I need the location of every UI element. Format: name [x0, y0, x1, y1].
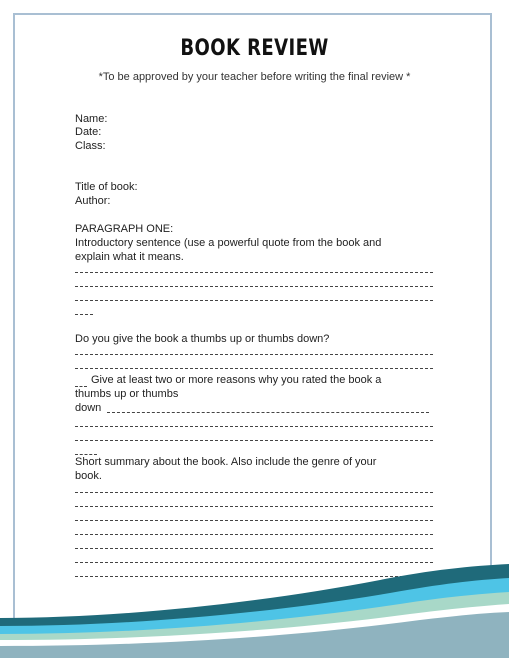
- book-title-label: Title of book:: [75, 181, 138, 193]
- answer-line: [75, 386, 87, 387]
- answer-line: [75, 286, 433, 287]
- answer-line: [75, 520, 433, 521]
- thumbs-question: Do you give the book a thumbs up or thumbs down?: [75, 333, 330, 345]
- name-label: Name:: [75, 113, 108, 125]
- page-title: BOOK REVIEW: [180, 36, 329, 61]
- answer-line: [107, 412, 429, 413]
- class-label: Class:: [75, 140, 106, 152]
- answer-line: [75, 440, 433, 441]
- reasons-prompt-end: down: [75, 402, 102, 414]
- author-label: Author:: [75, 195, 111, 207]
- summary-prompt-cont: book.: [75, 470, 102, 482]
- decorative-wave-footer: [0, 558, 509, 658]
- answer-line: [75, 314, 93, 315]
- answer-line: [75, 454, 97, 455]
- approval-note: *To be approved by your teacher before writing the final review *: [98, 71, 411, 83]
- summary-prompt: Short summary about the book. Also include the genre of your: [75, 456, 377, 468]
- paragraph-one-prompt-cont: explain what it means.: [75, 251, 184, 263]
- answer-line: [75, 534, 433, 535]
- answer-line: [75, 492, 433, 493]
- reasons-prompt: Give at least two or more reasons why you rated the book a: [91, 374, 382, 386]
- paragraph-one-heading: PARAGRAPH ONE:: [75, 223, 174, 235]
- answer-line: [75, 354, 433, 355]
- answer-line: [75, 548, 433, 549]
- date-label: Date:: [75, 126, 102, 138]
- answer-line: [75, 368, 433, 369]
- paragraph-one-prompt: Introductory sentence (use a powerful quote from the book and: [75, 237, 382, 249]
- reasons-prompt-cont: thumbs up or thumbs: [75, 388, 179, 400]
- answer-line: [75, 300, 433, 301]
- answer-line: [75, 272, 433, 273]
- answer-line: [75, 426, 433, 427]
- answer-line: [75, 506, 433, 507]
